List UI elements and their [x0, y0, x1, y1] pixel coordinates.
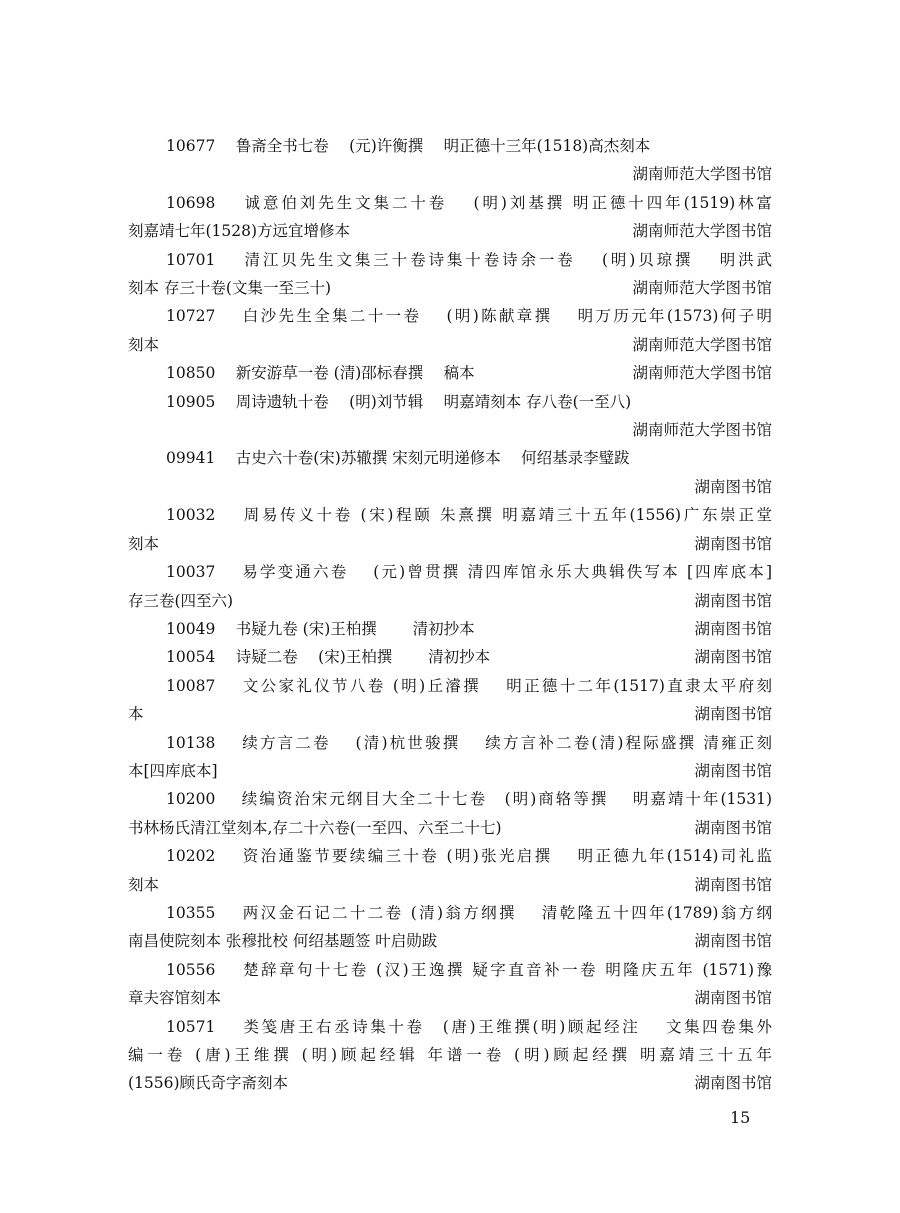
entry-line — [128, 871, 772, 899]
catalog-entry — [128, 501, 772, 558]
entry-line: 10032 周易传义十卷 (宋)程颐 朱熹撰 明嘉靖三十五年(1556)广东崇正堂 — [166, 506, 772, 525]
entry-line: 09941 古史六十卷(宋)苏辙撰 宋刻元明递修本 何绍基录李璧跋 — [166, 449, 630, 468]
entry-line: 10698 诚意伯刘先生文集二十卷 (明)刘基撰 明正德十四年(1519)林富 — [166, 193, 772, 212]
entry-line — [128, 927, 772, 955]
entry-text: 10054 诗疑二卷 (宋)王柏撰 清初抄本 — [166, 648, 491, 667]
catalog-entry — [128, 729, 772, 786]
catalog-entry — [128, 785, 772, 842]
entry-line — [128, 643, 772, 671]
holding-library: 湖南图书馆 — [694, 534, 772, 553]
catalog-entry — [128, 132, 772, 189]
catalog-entry — [128, 956, 772, 1013]
entry-line — [128, 700, 772, 728]
entry-line — [128, 1069, 772, 1097]
entry-line: 10138 续方言二卷 (清)杭世骏撰 续方言补二卷(清)程际盛撰 清雍正刻 — [166, 733, 772, 752]
entry-line — [128, 814, 772, 842]
catalog-entry — [128, 899, 772, 956]
holding-library: 湖南师范大学图书馆 — [632, 279, 772, 298]
holding-library: 湖南图书馆 — [694, 591, 772, 610]
entry-line — [128, 587, 772, 615]
catalog-entry — [128, 558, 772, 615]
entry-text: 刻本 存三十卷(文集一至三十) — [128, 279, 332, 298]
entry-text: (1556)顾氏奇字斋刻本 — [128, 1074, 289, 1093]
entry-line — [128, 359, 772, 387]
holding-library: 湖南图书馆 — [694, 932, 772, 951]
holding-library: 湖南图书馆 — [694, 619, 772, 638]
entry-text: 存三卷(四至六) — [128, 591, 234, 610]
entry-line: 10677 鲁斋全书七卷 (元)许衡撰 明正德十三年(1518)高杰刻本 — [166, 137, 651, 155]
catalog-entry — [128, 615, 772, 643]
catalog-entry — [128, 246, 772, 303]
holding-library: 湖南师范大学图书馆 — [632, 364, 772, 383]
entry-line: 10727 白沙先生全集二十一卷 (明)陈献章撰 明万历元年(1573)何子明 — [166, 307, 772, 326]
holding-library: 湖南图书馆 — [694, 477, 772, 496]
entry-line: 10905 周诗遗轨十卷 (明)刘节辑 明嘉靖刻本 存八卷(一至八) — [166, 392, 632, 411]
entry-line — [128, 217, 772, 245]
entry-text: 本 — [128, 705, 144, 724]
catalog-entry — [128, 643, 772, 671]
catalog-entry — [128, 388, 772, 445]
entry-line: 10571 类笺唐王右丞诗集十卷 (唐)王维撰(明)顾起经注 文集四卷集外 — [166, 1017, 772, 1036]
entry-line: 10087 文公家礼仪节八卷 (明)丘濬撰 明正德十二年(1517)直隶太平府刻 — [166, 676, 772, 695]
entry-text: 10049 书疑九卷 (宋)王柏撰 清初抄本 — [166, 619, 475, 638]
holding-library: 湖南师范大学图书馆 — [632, 335, 772, 354]
holding-library: 湖南师范大学图书馆 — [632, 222, 772, 241]
holding-library: 湖南师范大学图书馆 — [632, 165, 772, 184]
catalog-entry — [128, 189, 772, 246]
entry-line: 10355 两汉金石记二十二卷 (清)翁方纲撰 清乾隆五十四年(1789)翁方纲 — [166, 903, 772, 922]
entry-text: 刻本 — [128, 875, 160, 894]
catalog-entry — [128, 842, 772, 899]
entry-text: 章夫容馆刻本 — [128, 989, 222, 1008]
entry-line: 10202 资治通鉴节要续编三十卷 (明)张光启撰 明正德九年(1514)司礼监 — [166, 847, 772, 866]
holding-library: 湖南图书馆 — [694, 989, 772, 1008]
catalog-entry — [128, 444, 772, 501]
entry-line: 10200 续编资治宋元纲目大全二十七卷 (明)商辂等撰 明嘉靖十年(1531) — [166, 790, 772, 809]
catalog-entry — [128, 1013, 772, 1098]
entry-text: 刻本 — [128, 534, 160, 553]
entry-text: 刻本 — [128, 335, 160, 354]
entry-line: 10556 楚辞章句十七卷 (汉)王逸撰 疑字直音补一卷 明隆庆五年 (1571)豫 — [166, 960, 772, 979]
entry-text: 刻嘉靖七年(1528)方远宜增修本 — [128, 222, 351, 241]
entry-text: 书林杨氏清江堂刻本,存二十六卷(一至四、六至二十七) — [128, 818, 502, 837]
catalog-page — [128, 132, 772, 1098]
entry-line: 编一卷 (唐)王维撰 (明)顾起经辑 年谱一卷 (明)顾起经撰 明嘉靖三十五年 — [128, 1046, 772, 1064]
entry-line — [128, 530, 772, 558]
entry-line: 10701 清江贝先生文集三十卷诗集十卷诗余一卷 (明)贝琼撰 明洪武 — [166, 250, 772, 269]
entry-line — [128, 331, 772, 359]
entry-text: 南昌使院刻本 张穆批校 何绍基题签 叶启勋跋 — [128, 932, 438, 951]
holding-library: 湖南图书馆 — [694, 761, 772, 780]
catalog-entry — [128, 359, 772, 387]
holding-library: 湖南图书馆 — [694, 818, 772, 837]
holding-library: 湖南图书馆 — [694, 1074, 772, 1093]
holding-library: 湖南图书馆 — [694, 875, 772, 894]
catalog-entry — [128, 302, 772, 359]
entry-line — [128, 615, 772, 643]
holding-library: 湖南师范大学图书馆 — [632, 421, 772, 440]
entry-line — [128, 984, 772, 1012]
entry-text: 本[四库底本] — [128, 761, 218, 780]
entry-line — [128, 274, 772, 302]
entry-line: 10037 易学变通六卷 (元)曾贯撰 清四库馆永乐大典辑佚写本 [四库底本] — [166, 563, 772, 582]
entry-line — [128, 757, 772, 785]
page-number: 15 — [730, 1108, 751, 1127]
entry-text: 10850 新安游草一卷 (清)邵标春撰 稿本 — [166, 364, 475, 383]
holding-library: 湖南图书馆 — [694, 705, 772, 724]
holding-library: 湖南图书馆 — [694, 648, 772, 667]
catalog-entry — [128, 672, 772, 729]
